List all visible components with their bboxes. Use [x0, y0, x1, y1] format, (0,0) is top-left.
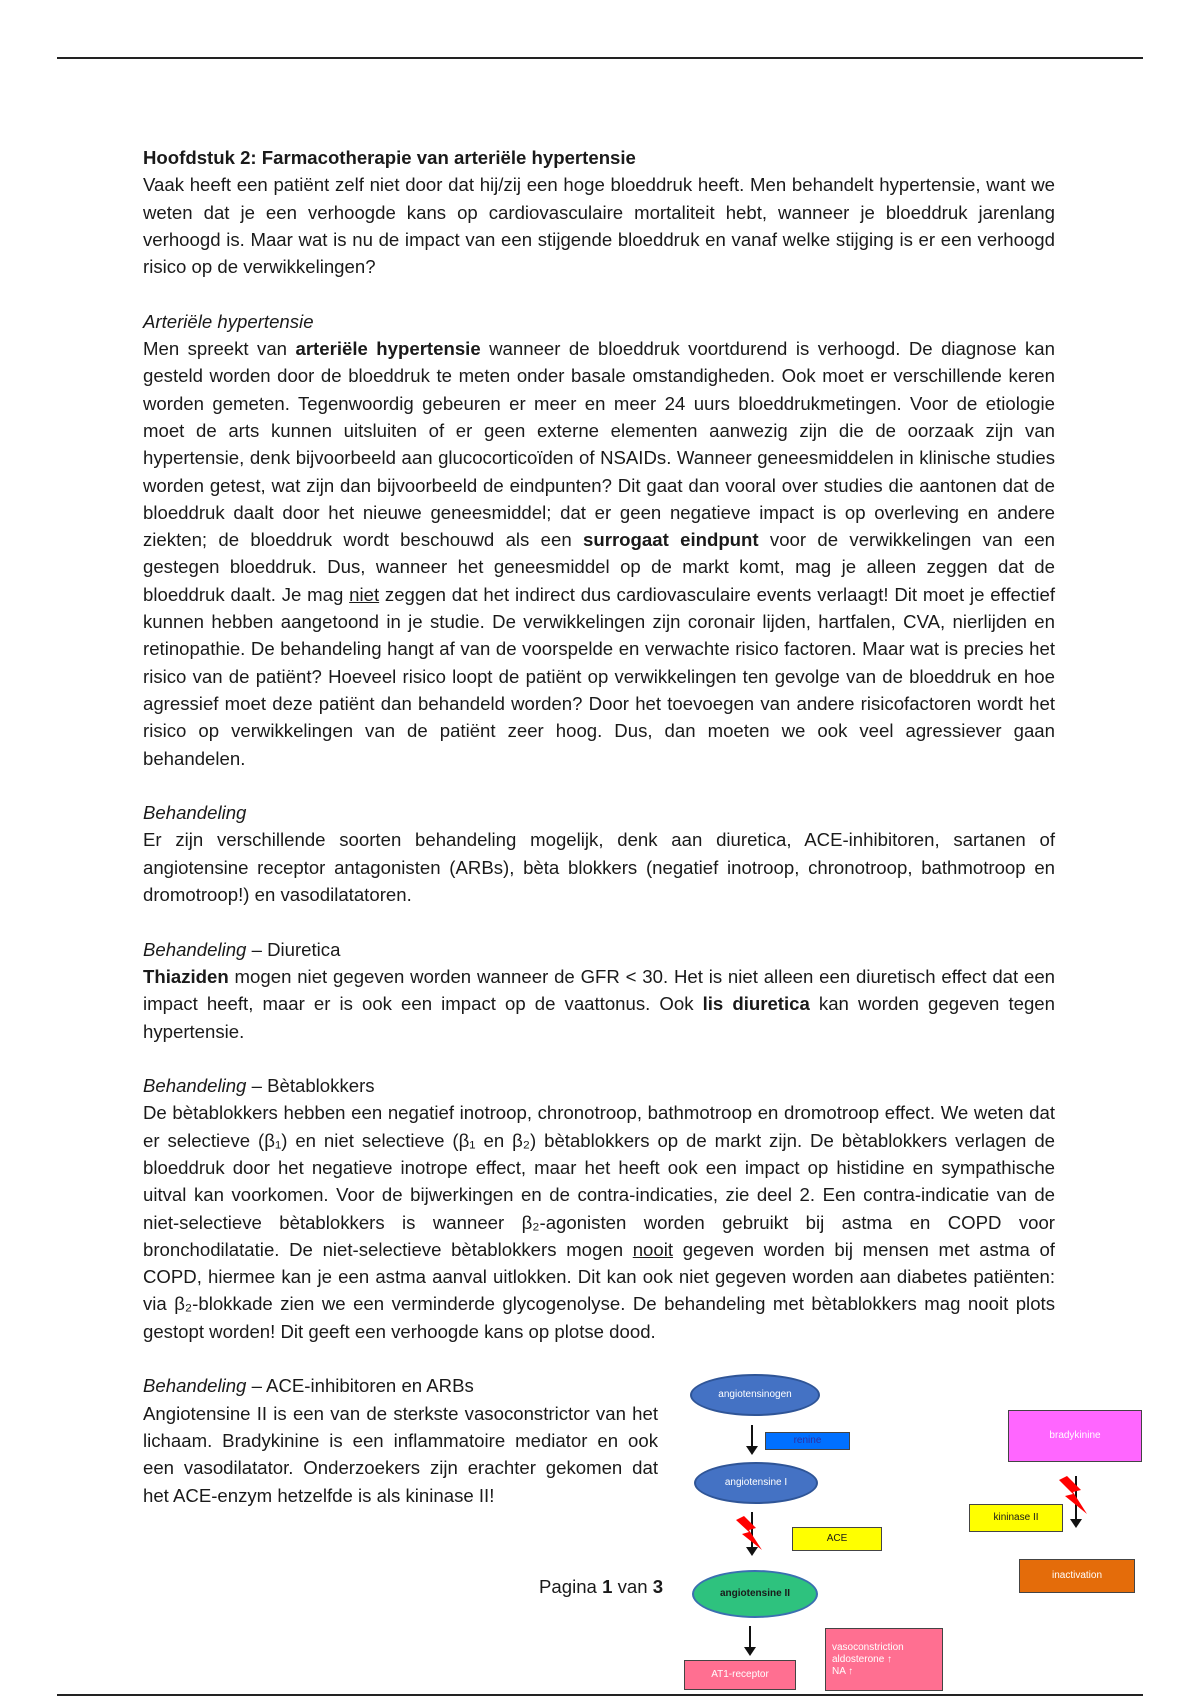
bradykinine-node: bradykinine — [1008, 1410, 1142, 1462]
arrow-down — [751, 1425, 753, 1447]
bolt-icon — [1059, 1476, 1089, 1516]
renine-node: renine — [765, 1432, 850, 1450]
paragraph-ace-inhibitoren: Angiotensine II is een van de sterkste vasoconstrictor van het lichaam. Bradykinine is een inflammatoire mediator en ook een vasodilatator. Onderzoekers zijn erachter gekomen dat het ACE-enzym hetzelfde is als kininase II! — [143, 1402, 658, 1506]
angiotensine-ii-node: angiotensine II — [692, 1570, 818, 1618]
inactivation-node: inactivation — [1019, 1559, 1135, 1593]
angiotensinogen-node: angiotensinogen — [690, 1374, 820, 1416]
angiotensine-i-node: angiotensine I — [694, 1462, 818, 1504]
kininase-ii-node: kininase II — [969, 1504, 1063, 1532]
section-heading-ace-inhibitoren: Behandeling – ACE-inhibitoren en ARBs — [143, 1375, 474, 1397]
header-rule — [57, 57, 1143, 59]
chapter-heading: Hoofdstuk 2: Farmacotherapie van arteriële hypertensie — [143, 147, 636, 168]
document-body — [143, 144, 1055, 1509]
bolt-icon — [734, 1516, 764, 1552]
ace-node: ACE — [792, 1527, 882, 1551]
arrow-down — [749, 1626, 751, 1648]
paragraph-betablokkers: De bètablokkers hebben een negatief inotroop, chronotroop, bathmotroop en dromotroop effect. We weten dat er selectieve (β₁) en niet selectieve (β₁ en β₂) bètablokkers op de markt zijn. De bètablokkers verlagen de bloeddruk door het negatieve inotrope effect, maar het heeft ook een impact op histidine en sympathische uitval kan voorkomen. Voor de bijwerkingen en de contra-indicaties, zie deel 2. Een contra-indicatie van de niet-selectieve bètablokkers is wanneer β₂-agonisten worden gebruikt bij astma en COPD voor bronchodilatatie. De niet-selectieve bètablokkers mogen nooit gegeven worden bij mensen met astma of COPD, hiermee kan je een astma aanval uitlokken. Dit kan ook niet gegeven worden aan diabetes patiënten: via β₂-blokkade zien we een verminderde glycogenolyse. De behandeling met bètablokkers mag nooit plots gestopt worden! Dit geeft een verhoogde kans op plotse dood. — [143, 1102, 1055, 1342]
paragraph-behandeling: Er zijn verschillende soorten behandeling mogelijk, denk aan diuretica, ACE-inhibitoren, sartanen of angiotensine receptor antagonisten (ARBs), bèta blokkers (negatief inotroop, chronotroop, bathmotroop en dromotroop!) en vasodilatatoren. — [143, 829, 1055, 906]
section-heading-arteriele-hypertensie: Arteriële hypertensie — [143, 310, 314, 332]
vasoconstriction-node: vasoconstriction aldosterone ↑ NA ↑ — [825, 1628, 943, 1691]
raas-diagram — [670, 1370, 1152, 1692]
page-footer: Pagina 1 van 3 — [539, 1576, 664, 1597]
paragraph-diuretica: Thiaziden mogen niet gegeven worden wanneer de GFR < 30. Het is niet alleen een diuretisch effect dat een impact heeft, maar er is ook een impact op de vaattonus. Ook lis diuretica kan worden gegeven tegen hypertensie. — [143, 965, 1055, 1042]
intro-paragraph: Vaak heeft een patiënt zelf niet door dat hij/zij een hoge bloeddruk heeft. Men behandelt hypertensie, want we weten dat je een verhoogde kans op cardiovasculaire mortaliteit hebt, wanneer je bloeddruk jarenlang verhoogd is. Maar wat is nu de impact van een stijgende bloeddruk en vanaf welke stijging is er een verhoogd risico op de verwikkelingen? — [143, 174, 1055, 278]
section-heading-betablokkers: Behandeling – Bètablokkers — [143, 1075, 375, 1097]
section-heading-diuretica: Behandeling – Diuretica — [143, 938, 341, 960]
paragraph-arteriele-hypertensie: Men spreekt van arteriële hypertensie wanneer de bloeddruk voortdurend is verhoogd. De diagnose kan gesteld worden door de bloeddruk te meten onder basale omstandigheden. Ook moet er verschillende keren worden gemeten. Tegenwoordig gebeuren er meer en meer 24 uurs bloeddrukmetingen. Voor de etiologie moet de arts kunnen uitsluiten of er geen externe elementen aanwezig zijn die de oorzaak zijn van hypertensie, denk bijvoorbeeld aan glucocorticoïden of NSAIDs. Wanneer geneesmiddelen in klinische studies worden getest, wat zijn dan bijvoorbeeld de eindpunten? Dit gaat dan vooral over studies die aantonen dat de bloeddruk daalt door het nieuwe geneesmiddel; dat er geen negatieve impact is op overleving en andere ziekten; de bloeddruk wordt beschouwd als een surrogaat eindpunt voor de verwikkelingen van een gestegen bloeddruk. Dus, wanneer het geneesmiddel op de markt komt, mag je alleen zeggen dat de bloeddruk daalt. Je mag niet zeggen dat het indirect dus cardiovasculaire events verlaagt! Dit moet je effectief kunnen hebben aangetoond in je studie. De verwikkelingen zijn coronair lijden, hartfalen, CVA, nierlijden en retinopathie. De behandeling hangt af van de voorspelde en verwachte risico factoren. Maar wat is precies het risico van de patiënt? Hoeveel risico loopt de patiënt op verwikkelingen ten gevolge van de bloeddruk en hoe agressief moet deze patiënt dan behandeld worden? Door het toevoegen van andere risicofactoren wordt het risico op verwikkelingen van de patiënt zeer hoog. Dus, dan moeten we ook veel agressiever gaan behandelen. — [143, 338, 1056, 769]
footer-rule — [57, 1694, 1143, 1696]
section-heading-behandeling: Behandeling — [143, 802, 247, 824]
at1-receptor-node: AT1-receptor — [684, 1660, 796, 1690]
